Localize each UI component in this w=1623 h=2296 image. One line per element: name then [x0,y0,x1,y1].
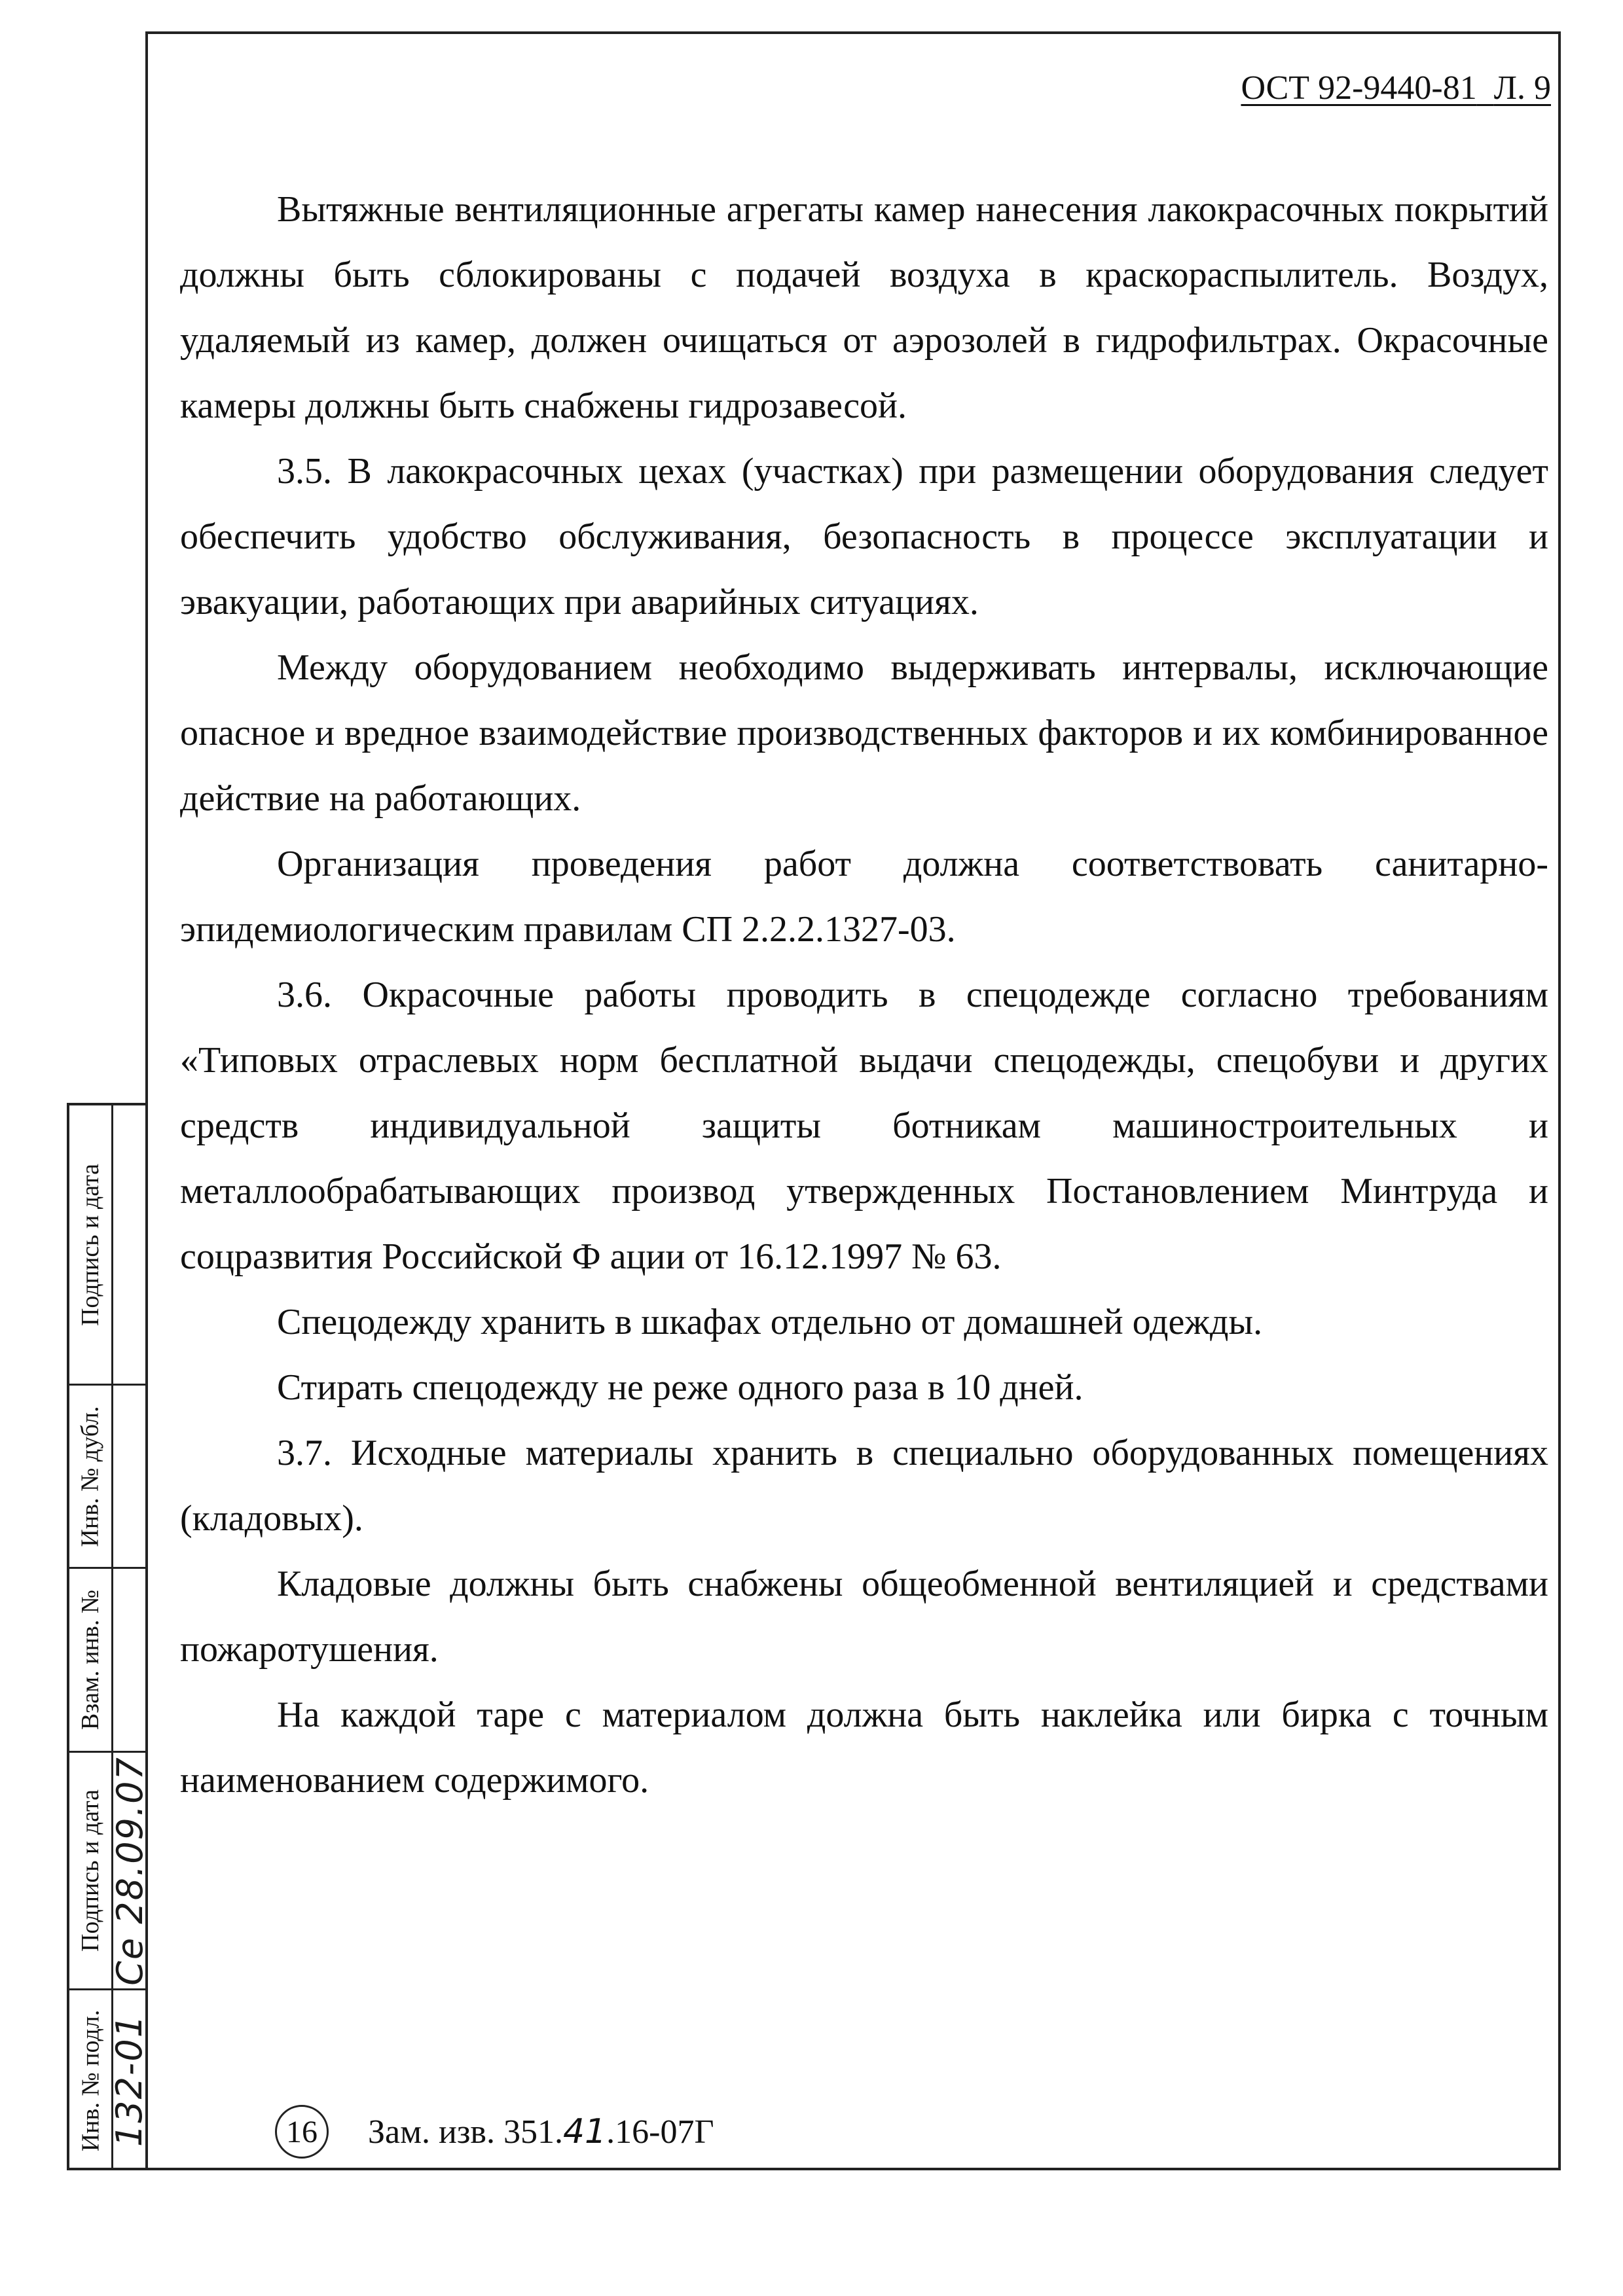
document-header [1241,69,1551,107]
handwritten-signature-date: Се 28.09.07 [109,1755,151,1986]
paragraph: На каждой таре с материалом должна быть наклейка или бирка с точным наименованием содержимого. [180,1695,1548,1801]
paragraph: Организация проведения работ должна соответствовать санитарно-эпидемиологическим правилам СП 2.2.2.1327-03. [180,844,1548,950]
paragraph: Стирать спецодежду не реже одного раза в 10 дней. [277,1367,1084,1408]
change-notice-suffix: .16-07Г [606,2113,714,2151]
paragraph: Между оборудованием необходимо выдерживать интервалы, исключающие опасное и вредное взаимодействие производственных факторов и их комбинированное действие на работающих. [180,647,1548,819]
sidebar-label-signature-date-1: Подпись и дата [77,1163,105,1326]
document-body [180,177,1548,1813]
sheet-number: Л. 9 [1493,69,1551,107]
sidebar-label-dup-inv: Инв. № дубл. [77,1405,105,1547]
paragraph: Вытяжные вентиляционные агрегаты камер нанесения лакокрасочных покрытий должны быть сблокированы с подачей воздуха в краскораспылитель. Воздух, удаляемый из камер, должен очищаться от аэрозолей в гидрофильтрах. Окрасочные камеры должны быть снабжены гидрозавесой. [180,189,1548,426]
sidebar-label-replacement-inv: Взам. инв. № [77,1589,105,1731]
sidebar-label-original-inv: Инв. № подл. [77,2009,105,2151]
paragraph: 3.5. В лакокрасочных цехах (участках) при размещении оборудования следует обеспечить удобство обслуживания, безопасность в процессе эксплуатации и эвакуации, работающих при аварийных ситуациях. [180,451,1548,622]
paragraph: Спецодежду хранить в шкафах отдельно от домашней одежды. [277,1302,1263,1342]
sidebar-label-signature-date-2: Подпись и дата [77,1789,105,1952]
paragraph: 3.7. Исходные материалы хранить в специально оборудованных помещениях (кладовых). [180,1433,1548,1539]
doc-code: ОСТ 92-9440-81 [1241,69,1477,107]
change-notice-handwritten: 41 [562,2112,607,2151]
change-number-badge: 16 [275,2105,329,2159]
paragraph: Кладовые должны быть снабжены общеобменной вентиляцией и средствами пожаротушения. [180,1564,1548,1670]
approval-sidebar [67,1103,151,2170]
handwritten-inv-number: 132-01 [109,2013,151,2147]
change-notice [275,2109,714,2155]
change-notice-prefix: Зам. изв. 351. [368,2113,563,2151]
paragraph: 3.6. Окрасочные работы проводить в спецодежде согласно требованиям «Типовых отраслевых норм бесплатной выдачи спецодежды, спецобуви и других средств индивидуальной защиты ботникам машиностроительных и металлообрабатывающих производ утвержденных Постановлением Минтруда и соцразвития Российской Ф ации от 16.12.1997 № 63. [180,975,1548,1277]
